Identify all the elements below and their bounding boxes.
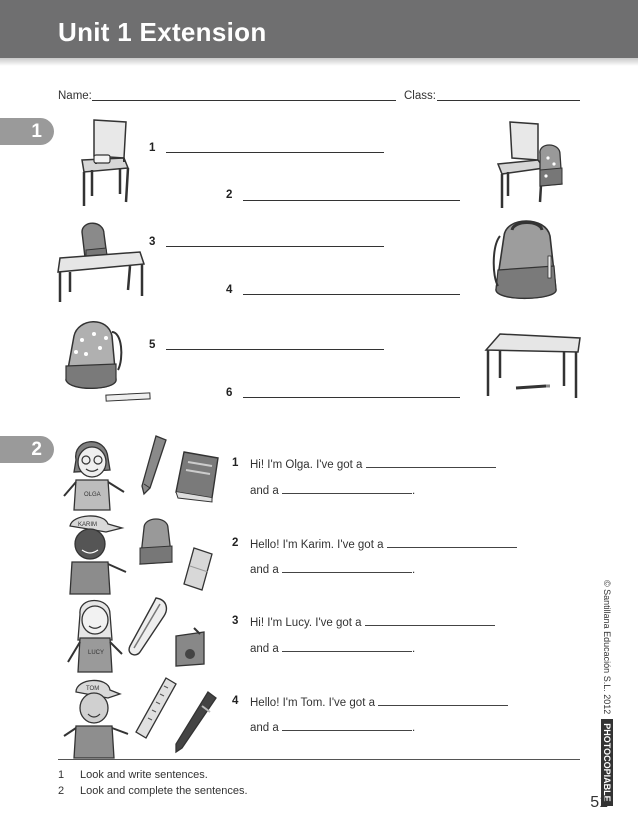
ex2-blank[interactable]: [282, 720, 412, 731]
ex2-sentence-line1: Hello! I'm Karim. I've got a: [250, 537, 517, 551]
olga-shirt-label: OLGA: [84, 492, 101, 498]
ex1-item-number: 4: [226, 284, 233, 296]
section-tab-2: 2: [0, 436, 54, 463]
tom-boy-image: [62, 676, 132, 758]
ex1-answer-line[interactable]: [243, 294, 460, 295]
name-label: Name:: [58, 90, 92, 102]
chair-with-pencil-case-image: [74, 118, 134, 210]
footer-divider: [58, 759, 580, 760]
pencil-image: [138, 434, 172, 496]
lucy-shirt-label: LUCY: [88, 650, 105, 656]
pencil-case-image: [126, 596, 172, 656]
ex2-sentence-line2: and a .: [250, 485, 416, 497]
ex2-sentence-line1: Hello! I'm Tom. I've got a: [250, 695, 508, 709]
ex1-answer-line[interactable]: [243, 200, 460, 201]
ex2-blank[interactable]: [282, 562, 412, 573]
table-with-backpack-image: [56, 220, 148, 306]
ex1-answer-line[interactable]: [166, 152, 384, 153]
class-label: Class:: [404, 90, 436, 102]
ex2-blank[interactable]: [378, 695, 508, 706]
ex1-item-number: 5: [149, 339, 156, 351]
photocopiable-badge: PHOTOCOPIABLE: [601, 719, 613, 805]
ex2-item-number: 1: [232, 457, 239, 469]
page-number: 51: [590, 794, 608, 811]
backpack-image: [490, 216, 570, 304]
sharpener-image: [170, 626, 208, 670]
ex2-blank[interactable]: [282, 483, 412, 494]
notebook-image: [174, 450, 222, 502]
copyright-vertical: [602, 580, 612, 806]
ex2-sentence-line1: Hi! I'm Lucy. I've got a: [250, 615, 495, 629]
ex1-answer-line[interactable]: [243, 397, 460, 398]
ex1-item-number: 2: [226, 189, 233, 201]
ex1-item-number: 6: [226, 387, 233, 399]
instruction-2: 2 Look and complete the sentences.: [58, 785, 248, 797]
header-shadow: [0, 58, 638, 66]
ex2-sentence-line2: and a .: [250, 643, 416, 655]
ex1-answer-line[interactable]: [166, 246, 384, 247]
ex2-sentence-line1: Hi! I'm Olga. I've got a: [250, 457, 496, 471]
ex2-sentence-line2: and a .: [250, 722, 416, 734]
olga-girl-image: [62, 436, 132, 510]
ex2-item-number: 3: [232, 615, 239, 627]
ex2-blank[interactable]: [366, 457, 496, 468]
karim-boy-image: [60, 512, 132, 594]
section-tab-1: 1: [0, 118, 54, 145]
karim-cap-label: KARIM: [78, 522, 98, 528]
class-field[interactable]: [437, 100, 580, 101]
backpack-small-image: [136, 516, 176, 568]
pen-image: [172, 690, 218, 756]
chair-with-backpack-image: [494, 120, 566, 212]
ex2-sentence-line2: and a .: [250, 564, 416, 576]
ex1-item-number: 3: [149, 236, 156, 248]
ex1-item-number: 1: [149, 142, 156, 154]
ex2-item-number: 4: [232, 695, 239, 707]
copyright-text: © Santillana Educación S.L. 2012: [602, 580, 612, 715]
table-with-pencil-image: [484, 332, 584, 404]
instruction-1: 1 Look and write sentences.: [58, 769, 208, 781]
ex2-blank[interactable]: [282, 641, 412, 652]
tom-cap-label: TOM: [86, 686, 100, 692]
ex2-blank[interactable]: [387, 537, 517, 548]
backpack-ruler-image: [60, 318, 156, 404]
ex1-answer-line[interactable]: [166, 349, 384, 350]
lucy-girl-image: [64, 596, 130, 672]
ex2-blank[interactable]: [365, 615, 495, 626]
rubber-image: [180, 546, 214, 592]
ex2-item-number: 2: [232, 537, 239, 549]
name-field[interactable]: [92, 100, 396, 101]
page-title: Unit 1 Extension: [58, 17, 267, 47]
